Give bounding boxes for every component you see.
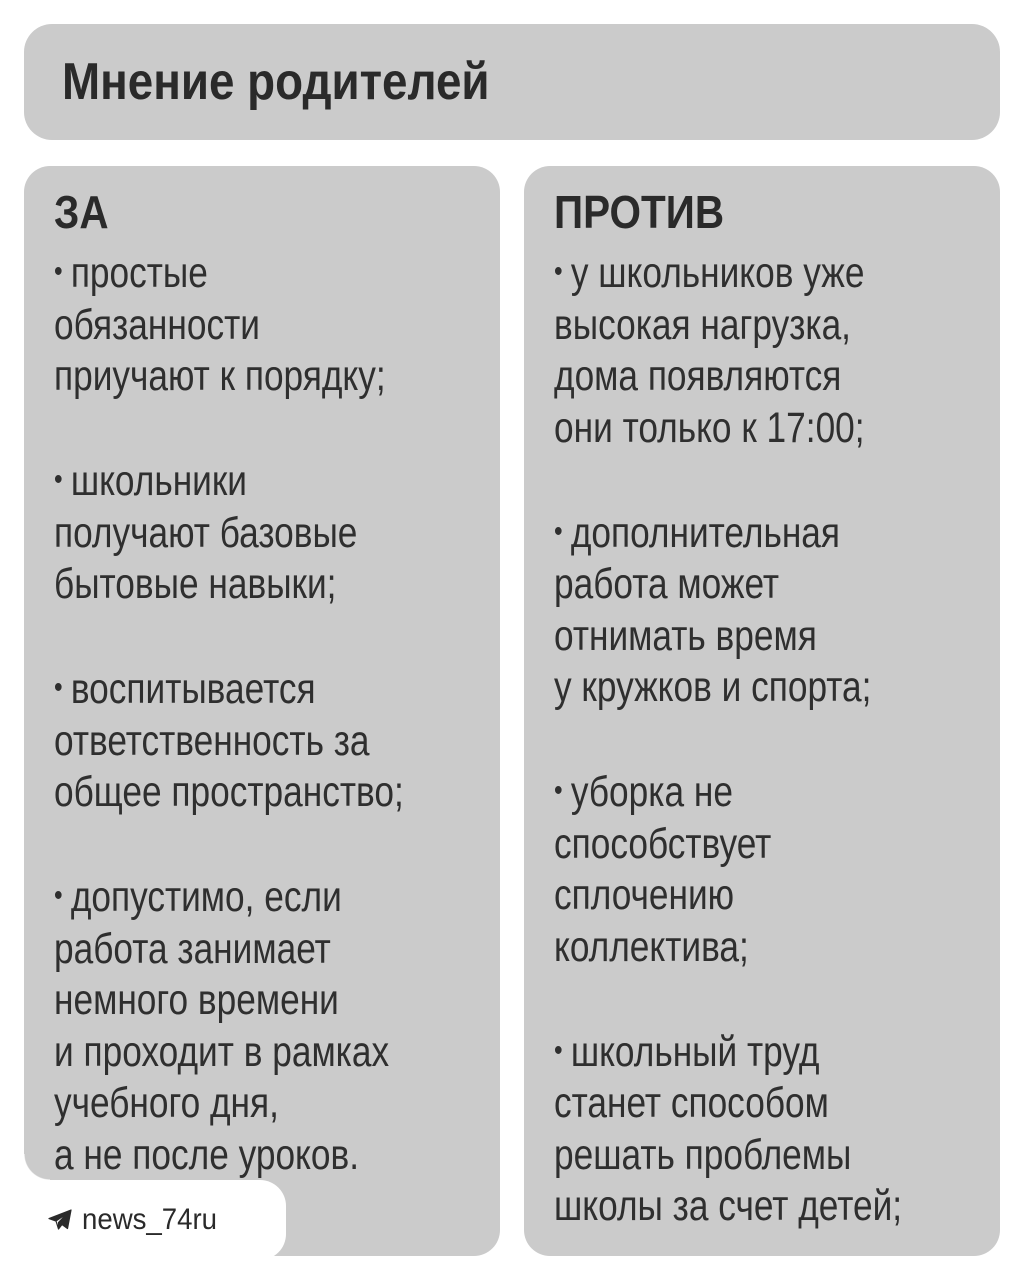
bullet-icon: • bbox=[554, 514, 563, 548]
source-tab bbox=[24, 1180, 286, 1260]
source-link[interactable] bbox=[48, 1202, 229, 1238]
cons-panel bbox=[524, 166, 1000, 1256]
list-item bbox=[554, 246, 980, 454]
page-title: Мнение родителей bbox=[62, 53, 490, 111]
list-item bbox=[54, 870, 480, 1181]
pros-list bbox=[54, 246, 480, 1181]
list-item bbox=[554, 765, 980, 973]
pros-item-text: простые обязанности приучают к порядку; bbox=[54, 249, 386, 400]
cons-item-text: у школьников уже высокая нагрузка, дома появляются они только к 17:00; bbox=[554, 249, 865, 452]
pros-title: ЗА bbox=[54, 186, 109, 238]
pros-item-text: школьники получают базовые бытовые навыки; bbox=[54, 457, 358, 608]
header-banner bbox=[24, 24, 1000, 140]
bullet-icon: • bbox=[554, 255, 563, 288]
bullet-icon: • bbox=[54, 879, 63, 912]
bullet-icon: • bbox=[554, 1033, 563, 1067]
bullet-icon: • bbox=[554, 774, 563, 807]
pros-panel bbox=[24, 166, 500, 1256]
cons-title: ПРОТИВ bbox=[554, 186, 725, 238]
cons-list bbox=[554, 246, 980, 1233]
cons-item-text: школьный труд станет способом решать проблемы школы за счет детей; bbox=[554, 1027, 903, 1230]
pros-item-text: воспитывается ответственность за общее пространство; bbox=[54, 665, 404, 816]
pros-item-text: допустимо, если работа занимает немного времени и проходит в рамках учебного дня, а не после уроков. bbox=[54, 873, 390, 1179]
cons-item-text: уборка не способствует сплочению коллектива; bbox=[554, 768, 772, 971]
cons-item-text: дополнительная работа может отнимать время у кружков и спорта; bbox=[554, 508, 872, 711]
source-label: news_74ru bbox=[82, 1203, 218, 1236]
bullet-icon: • bbox=[54, 463, 63, 496]
list-item bbox=[54, 454, 480, 611]
list-item bbox=[54, 246, 480, 403]
list-item bbox=[54, 662, 480, 819]
telegram-icon bbox=[48, 1209, 72, 1231]
bullet-icon: • bbox=[54, 255, 63, 288]
list-item bbox=[554, 1025, 980, 1233]
list-item bbox=[554, 506, 980, 714]
bullet-icon: • bbox=[54, 671, 63, 704]
